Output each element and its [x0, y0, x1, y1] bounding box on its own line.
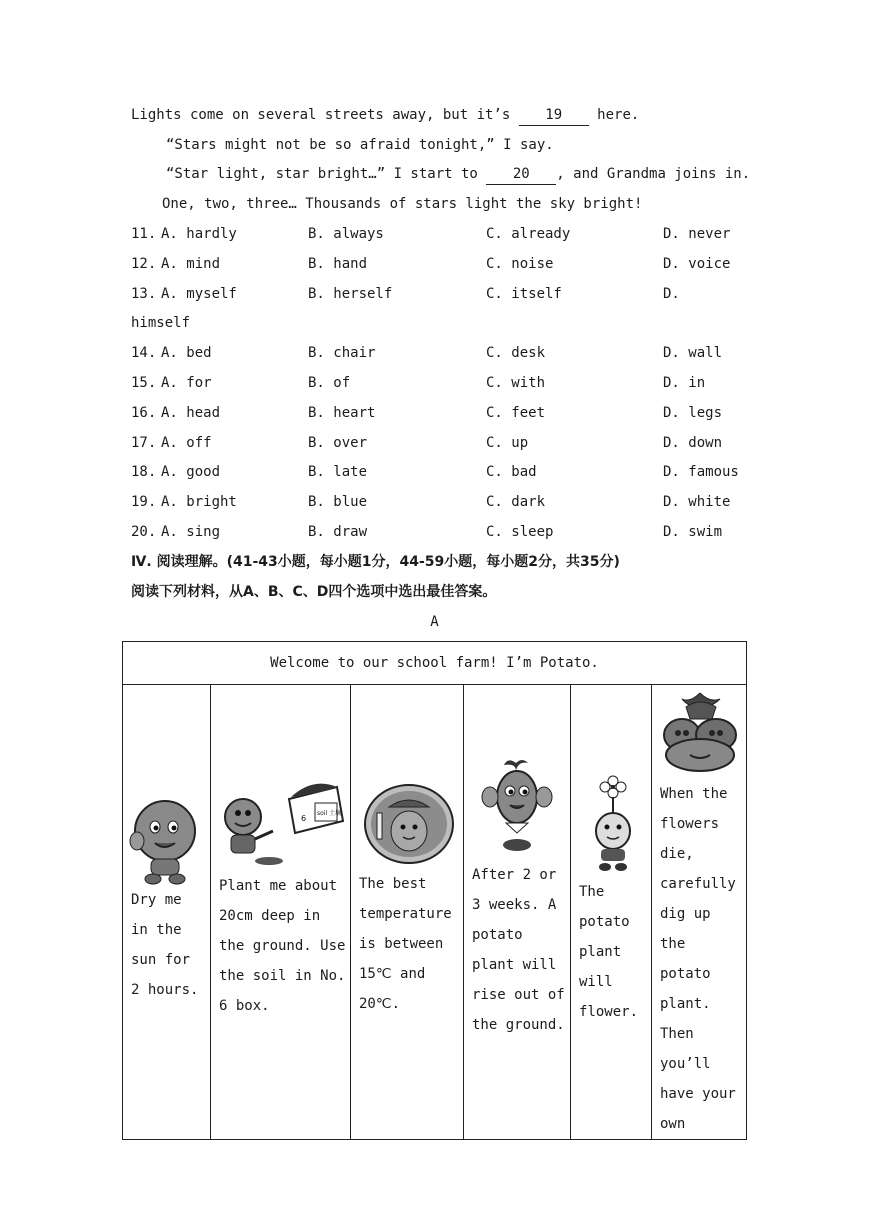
option-c: C. noise: [486, 256, 554, 272]
step-text: The potato plant will flower.: [579, 884, 639, 1020]
option-c: C. bad: [486, 464, 537, 480]
potato-plant-character-icon: [476, 757, 558, 853]
option-a: A. off: [161, 435, 212, 451]
option-a: A. good: [161, 464, 221, 480]
option-d: D. white: [663, 494, 731, 510]
question-number: 11.: [131, 226, 157, 242]
option-d: D. never: [663, 226, 731, 242]
part-label: A: [430, 614, 439, 630]
option-d: D. wall: [663, 345, 723, 361]
question-number: 20.: [131, 524, 157, 540]
blank-19: 19: [519, 105, 589, 126]
option-a: A. bed: [161, 345, 212, 361]
option-b: B. draw: [308, 524, 368, 540]
option-b: B. hand: [308, 256, 368, 272]
question-row: [131, 492, 751, 512]
option-a: A. for: [161, 375, 212, 391]
option-d: D. in: [663, 375, 706, 391]
option-c: C. itself: [486, 286, 562, 302]
passage-text: , and Grandma joins in.: [556, 166, 751, 182]
table-cell: [123, 685, 211, 1140]
step-text: Dry me in the sun for 2 hours.: [131, 892, 199, 998]
question-number: 12.: [131, 256, 157, 272]
question-number: 16.: [131, 405, 157, 421]
passage-text: “Star light, star bright…” I start to: [166, 166, 487, 182]
potato-thermometer-icon: [363, 783, 455, 865]
option-c: C. desk: [486, 345, 546, 361]
option-c: C. dark: [486, 494, 546, 510]
step-text: Plant me about 20cm deep in the ground. Use the soil in No. 6 box.: [219, 878, 346, 1014]
option-a: A. myself: [161, 286, 237, 302]
option-d: D.: [663, 286, 680, 302]
step-text: When the flowers die, carefully dig up the potato plant. Then you’ll have your own: [660, 786, 736, 1132]
blank-20: 20: [486, 164, 556, 185]
option-b: B. always: [308, 226, 384, 242]
soil-box-label: soil 土壤: [317, 810, 342, 817]
option-b: B. herself: [308, 286, 393, 302]
option-b: B. over: [308, 435, 368, 451]
question-row: [131, 254, 751, 274]
option-d-wrap: himself: [131, 315, 191, 331]
option-c: C. sleep: [486, 524, 554, 540]
section-heading: Ⅳ. 阅读理解。(41-43小题，每小题1分，44-59小题，每小题2分，共35分): [131, 554, 620, 570]
passage-line-2: “Stars might not be so afraid tonight,” I say.: [166, 137, 554, 153]
option-a: A. bright: [161, 494, 237, 510]
option-c: C. with: [486, 375, 546, 391]
question-number: 13.: [131, 286, 157, 302]
table-cell: [571, 685, 652, 1140]
option-a: A. mind: [161, 256, 221, 272]
soil-box-number: 6: [301, 814, 307, 823]
option-b: B. blue: [308, 494, 368, 510]
passage-line-4: One, two, three… Thousands of stars light the sky bright!: [162, 196, 643, 212]
question-number: 18.: [131, 464, 157, 480]
question-number: 15.: [131, 375, 157, 391]
option-c: C. up: [486, 435, 529, 451]
option-a: A. hardly: [161, 226, 237, 242]
option-d: D. famous: [663, 464, 739, 480]
table-cell: [351, 685, 464, 1140]
question-number: 14.: [131, 345, 157, 361]
question-row: [131, 403, 751, 423]
option-b: B. chair: [308, 345, 376, 361]
question-row: [131, 462, 751, 482]
option-d: D. voice: [663, 256, 731, 272]
option-b: B. late: [308, 464, 368, 480]
option-b: B. heart: [308, 405, 376, 421]
question-row: [131, 373, 751, 393]
soil-box-icon: [217, 777, 349, 869]
potato-character-icon: [127, 791, 207, 887]
step-text: After 2 or 3 weeks. A potato plant will rise out of the ground.: [472, 867, 565, 1033]
flowering-potato-icon: [583, 769, 643, 873]
table-cell: [211, 685, 351, 1140]
option-a: A. head: [161, 405, 221, 421]
question-row: [131, 522, 751, 542]
question-row: [131, 433, 751, 453]
question-row: [131, 343, 751, 363]
option-a: A. sing: [161, 524, 221, 540]
option-d: D. legs: [663, 405, 723, 421]
option-d: D. down: [663, 435, 723, 451]
passage-text: here.: [588, 107, 640, 123]
passage-line-3: [166, 164, 750, 185]
option-b: B. of: [308, 375, 351, 391]
question-row: [131, 284, 751, 304]
section-instruction: 阅读下列材料，从A、B、C、D四个选项中选出最佳答案。: [131, 584, 497, 600]
question-row: [131, 224, 751, 244]
table-cell: [652, 685, 747, 1140]
question-number: 19.: [131, 494, 157, 510]
passage-text: Lights come on several streets away, but it’s: [131, 107, 519, 123]
table-cell: [464, 685, 571, 1140]
question-number: 17.: [131, 435, 157, 451]
option-c: C. already: [486, 226, 571, 242]
step-text: The best temperature is between 15℃ and 20℃.: [359, 876, 452, 1012]
table-header: Welcome to our school farm! I’m Potato.: [123, 642, 747, 685]
option-c: C. feet: [486, 405, 546, 421]
potato-harvest-icon: [660, 689, 742, 777]
farm-table: [122, 641, 747, 1140]
option-d: D. swim: [663, 524, 723, 540]
passage-line-1: [131, 105, 639, 126]
